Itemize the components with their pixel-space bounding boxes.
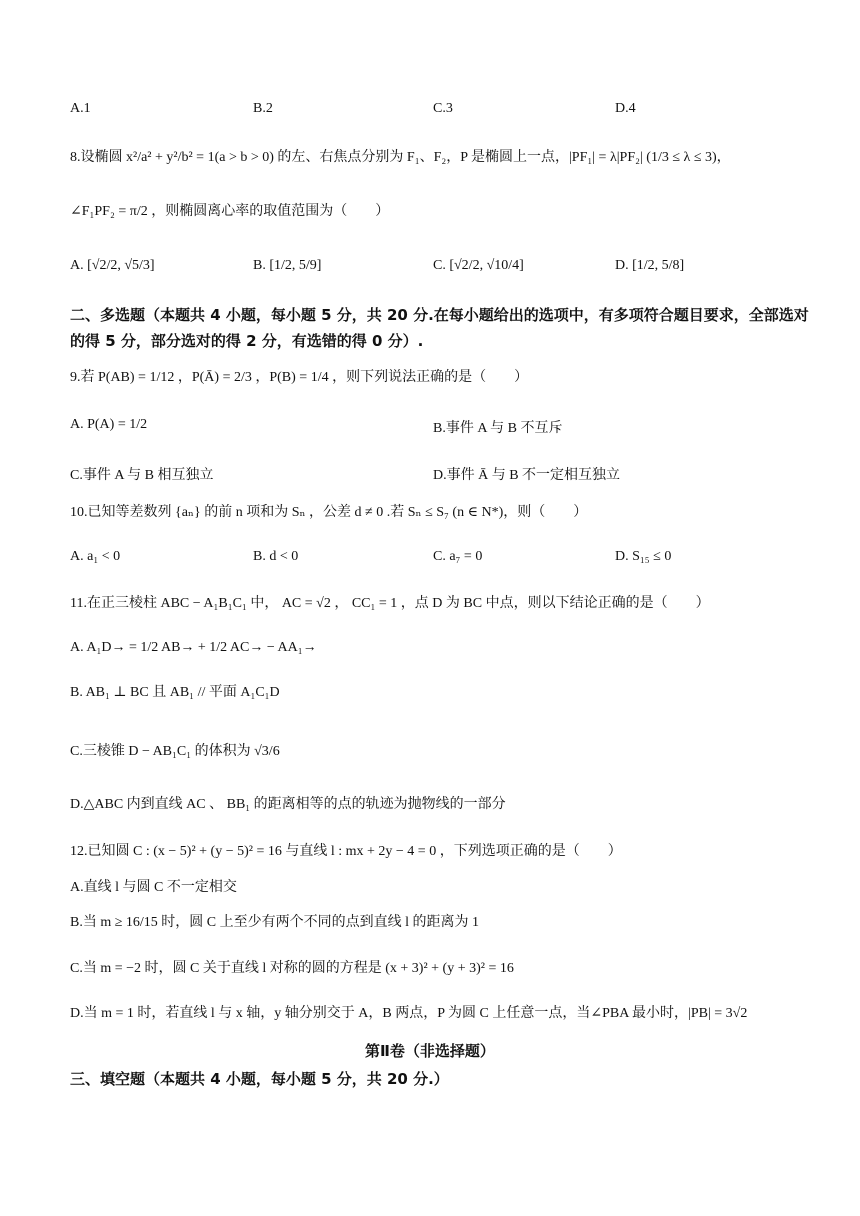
q10-option-b: B. d < 0 xyxy=(253,549,299,564)
q10-option-a: A. a₁ < 0 xyxy=(70,549,121,564)
q9-option-b: B.事件 A 与 B 不互斥 xyxy=(433,421,563,436)
q7-option-d: D.4 xyxy=(615,101,636,116)
q12-stem: 12.已知圆 C : (x − 5)² + (y − 5)² = 16 与直线 l : mx + 2y − 4 = 0 ，下列选项正确的是（ ） xyxy=(70,844,622,859)
q11-option-c: C.三棱锥 D − AB₁C₁ 的体积为 √3/6 xyxy=(70,744,280,759)
q12-option-c: C.当 m = −2 时，圆 C 关于直线 l 对称的圆的方程是 (x + 3)² + (y + 3)² = 16 xyxy=(70,961,514,976)
q9-option-c: C.事件 A 与 B 相互独立 xyxy=(70,468,214,483)
q8-stem-line1: 8.设椭圆 x²/a² + y²/b² = 1(a > b > 0) 的左、右焦点分别为 F₁、F₂，P 是椭圆上一点，|PF₁| = λ|PF₂| (1/3 ≤ λ ≤ 3)， xyxy=(70,150,731,165)
q8-stem-line2: ∠F₁PF₂ = π/2 ，则椭圆离心率的取值范围为（ ） xyxy=(70,204,390,219)
q8-option-b: B. [1/2, 5/9] xyxy=(253,258,322,273)
q9-stem: 9.若 P(AB) = 1/12 ，P(Ā) = 2/3 ，P(B) = 1/4 ，则下列说法正确的是（ ） xyxy=(70,370,529,385)
q9-option-d: D.事件 Ā 与 B 不一定相互独立 xyxy=(433,468,621,483)
q7-option-c: C.3 xyxy=(433,101,453,116)
q8-option-c: C. [√2/2, √10/4] xyxy=(433,258,524,273)
q10-option-c: C. a₇ = 0 xyxy=(433,549,483,564)
q11-stem: 11.在正三棱柱 ABC − A₁B₁C₁ 中， AC = √2 ， CC₁ = 1 ，点 D 为 BC 中点，则以下结论正确的是（ ） xyxy=(70,596,710,611)
q9-option-a: A. P(A) = 1/2 xyxy=(70,417,148,432)
q12-option-d: D.当 m = 1 时，若直线 l 与 x 轴，y 轴分别交于 A，B 两点，P 为圆 C 上任意一点，当∠PBA 最小时，|PB| = 3√2 xyxy=(70,1006,748,1021)
q11-option-a: A. A₁D→ = 1/2 AB→ + 1/2 AC→ − AA₁→ xyxy=(70,640,317,655)
q7-option-b: B.2 xyxy=(253,101,273,116)
q12-option-a: A.直线 l 与圆 C 不一定相交 xyxy=(70,880,237,895)
q8-option-a: A. [√2/2, √5/3] xyxy=(70,258,155,273)
q11-option-b: B. AB₁ ⊥ BC 且 AB₁ // 平面 A₁C₁D xyxy=(70,685,280,700)
q10-option-d: D. S₁₅ ≤ 0 xyxy=(615,549,672,564)
section3-heading: 三、填空题（本题共 4 小题，每小题 5 分，共 20 分.） xyxy=(70,1070,449,1088)
part2-title: 第Ⅱ卷（非选择题） xyxy=(365,1042,495,1060)
q11-option-d: D.△ABC 内到直线 AC 、 BB₁ 的距离相等的点的轨迹为抛物线的一部分 xyxy=(70,797,506,812)
q7-option-a: A.1 xyxy=(70,101,91,116)
section2-heading: 二、多选题（本题共 4 小题，每小题 5 分，共 20 分.在每小题给出的选项中，有多项符合题目要求，全部选对的得 5 分，部分选对的得 2 分，有选错的得 0 分）. xyxy=(70,306,809,351)
q10-stem: 10.已知等差数列 {aₙ} 的前 n 项和为 Sₙ ，公差 d ≠ 0 .若 Sₙ ≤ S₇ (n ∈ N*)，则（ ） xyxy=(70,505,588,520)
q12-option-b: B.当 m ≥ 16/15 时，圆 C 上至少有两个不同的点到直线 l 的距离为 1 xyxy=(70,915,480,930)
q8-option-d: D. [1/2, 5/8] xyxy=(615,258,685,273)
